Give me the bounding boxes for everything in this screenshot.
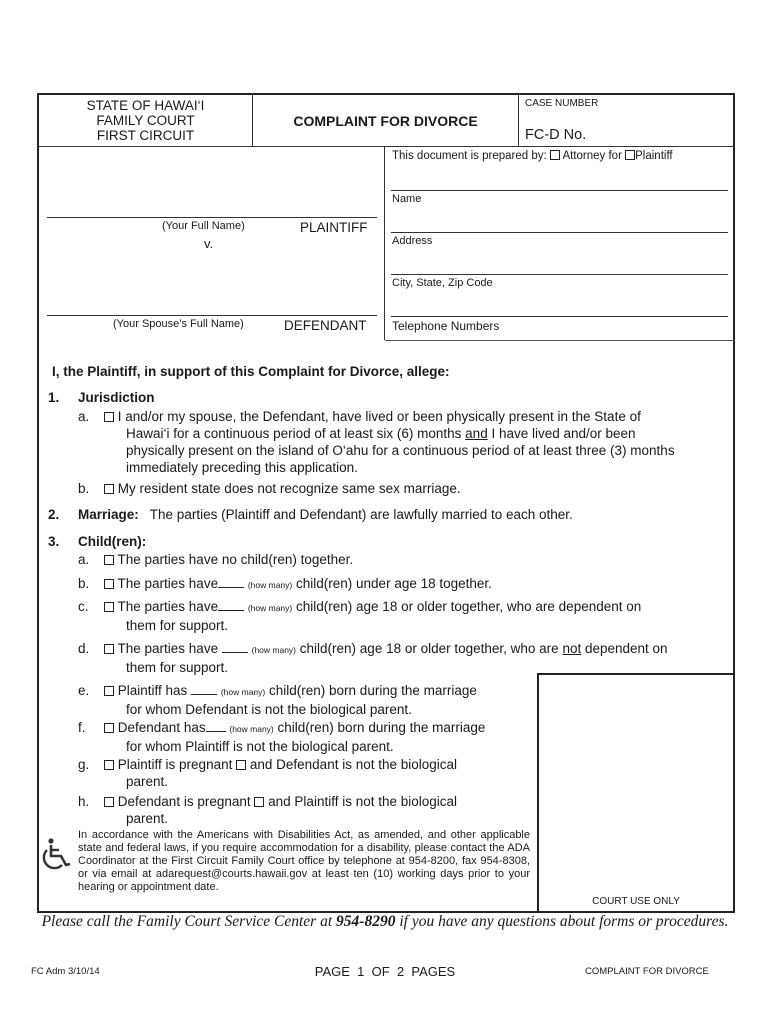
attorney-option-label: Attorney for bbox=[562, 150, 622, 162]
children-e-checkbox[interactable] bbox=[104, 686, 114, 696]
plaintiff-name-line[interactable] bbox=[47, 217, 377, 218]
item-text: The parties have no child(ren) together. bbox=[117, 552, 354, 567]
footer-doc-name: COMPLAINT FOR DIVORCE bbox=[585, 966, 709, 977]
children-b-checkbox[interactable] bbox=[104, 579, 114, 589]
defendant-role: DEFENDANT bbox=[284, 318, 367, 333]
attorney-checkbox[interactable] bbox=[550, 150, 560, 160]
children-c-count-field[interactable] bbox=[218, 600, 244, 611]
section-text: The parties (Plaintiff and Defendant) are lawfully married to each other. bbox=[149, 507, 573, 522]
court-use-box bbox=[537, 673, 735, 913]
telephone-label: Telephone Numbers bbox=[392, 319, 500, 333]
item-text-cont: Hawai‘i for a continuous period of at least six (6) months and I have lived and/or been bbox=[126, 426, 636, 441]
children-f: f. Defendant has (how many) child(ren) born during the marriage for whom Plaintiff is not the biological parent. bbox=[78, 720, 486, 754]
allege-intro: I, the Plaintiff, in support of this Complaint for Divorce, allege: bbox=[52, 364, 450, 379]
address-line[interactable] bbox=[391, 232, 728, 233]
children-e: e. Plaintiff has (how many) child(ren) born during the marriage for whom Defendant is not the biological parent. bbox=[78, 683, 477, 717]
jurisdiction-a bbox=[78, 408, 728, 476]
telephone-line[interactable] bbox=[391, 316, 728, 317]
children-c-checkbox[interactable] bbox=[104, 602, 114, 612]
children-d-checkbox[interactable] bbox=[104, 644, 114, 654]
court-family: FAMILY COURT bbox=[96, 113, 195, 128]
ada-notice: In accordance with the Americans with Disabilities Act, as amended, and other applicable state and federal laws, if you require accommodation for a disability, please contact the ADA Coordinator at the First Circuit Family Court office by telephone at 954-8200, fax 954-8308, or via email at adarequest@courts.hawaii.gov at least ten (10) working days prior to your hearing or appointment date. bbox=[78, 829, 530, 893]
section-number: 2. bbox=[48, 507, 60, 522]
jurisdiction-b-checkbox[interactable] bbox=[104, 484, 114, 494]
children-a: a. The parties have no child(ren) together. bbox=[78, 552, 354, 567]
section-title: Jurisdiction bbox=[78, 390, 155, 405]
versus-text: v. bbox=[204, 236, 214, 251]
children-f-count-field[interactable] bbox=[206, 721, 226, 732]
prepared-by bbox=[392, 150, 673, 162]
caption-divider bbox=[384, 147, 385, 340]
service-center-phone: 954-8290 bbox=[336, 913, 396, 930]
plaintiff-checkbox[interactable] bbox=[625, 150, 635, 160]
caption-right-border bbox=[733, 147, 735, 340]
children-h: h. Defendant is pregnant and Plaintiff is not the biological parent. bbox=[78, 794, 458, 826]
defendant-name-label: (Your Spouse’s Full Name) bbox=[113, 318, 244, 330]
item-letter: b. bbox=[78, 481, 90, 496]
children-b: b. The parties have (how many) child(ren) under age 18 together. bbox=[78, 576, 492, 591]
section-title: Marriage: bbox=[78, 507, 139, 522]
case-number-field[interactable]: FC-D No. bbox=[525, 127, 587, 143]
children-g-checkbox[interactable] bbox=[104, 760, 114, 770]
court-use-label: COURT USE ONLY bbox=[592, 896, 680, 907]
children-a-checkbox[interactable] bbox=[104, 555, 114, 565]
court-circuit: FIRST CIRCUIT bbox=[96, 128, 195, 143]
caption-bottom-line bbox=[385, 340, 735, 341]
jurisdiction-a-checkbox[interactable] bbox=[104, 412, 114, 422]
name-label: Name bbox=[392, 193, 422, 205]
city-line[interactable] bbox=[391, 274, 728, 275]
body-border-left bbox=[37, 340, 39, 913]
section-number: 3. bbox=[48, 534, 60, 549]
document-title: COMPLAINT FOR DIVORCE bbox=[293, 113, 478, 129]
case-number-label: CASE NUMBER bbox=[525, 98, 599, 109]
header-divider bbox=[518, 94, 519, 147]
prepared-by-label: This document is prepared by: bbox=[392, 150, 547, 162]
court-name bbox=[39, 98, 252, 143]
page-indicator: PAGE 1 OF 2 PAGES bbox=[314, 964, 456, 979]
children-d: d. The parties have (how many) child(ren) age 18 or older together, who are not dependent on them for support. bbox=[78, 641, 668, 675]
item-letter: a. bbox=[78, 409, 90, 424]
children-e-count-field[interactable] bbox=[191, 684, 217, 695]
section-title: Child(ren): bbox=[78, 534, 147, 549]
jurisdiction-b bbox=[78, 480, 461, 497]
plaintiff-option-label: Plaintiff bbox=[635, 150, 673, 162]
form-id: FC Adm 3/10/14 bbox=[31, 966, 100, 977]
children-h-bio-checkbox[interactable] bbox=[254, 797, 264, 807]
children-h-checkbox[interactable] bbox=[104, 797, 114, 807]
court-state: STATE OF HAWAI‘I bbox=[86, 98, 205, 113]
children-c: c. The parties have (how many) child(ren) age 18 or older together, who are dependent on them for support. bbox=[78, 599, 642, 633]
item-text-cont: immediately preceding this application. bbox=[126, 460, 358, 475]
item-text-cont: physically present on the island of O‘ahu for a continuous period of at least three (3) months bbox=[126, 443, 675, 458]
body-border-right bbox=[733, 340, 735, 673]
wheelchair-icon bbox=[38, 836, 74, 877]
children-f-checkbox[interactable] bbox=[104, 723, 114, 733]
name-line[interactable] bbox=[391, 190, 728, 191]
service-center-notice: Please call the Family Court Service Center at 954-8290 if you have any questions about forms or procedures. bbox=[41, 913, 729, 930]
plaintiff-name-label: (Your Full Name) bbox=[162, 220, 245, 232]
children-b-count-field[interactable] bbox=[218, 577, 244, 588]
city-label: City, State, Zip Code bbox=[392, 277, 493, 289]
children-g-bio-checkbox[interactable] bbox=[236, 760, 246, 770]
item-text: My resident state does not recognize same sex marriage. bbox=[117, 481, 461, 496]
address-label: Address bbox=[392, 235, 433, 247]
children-d-count-field[interactable] bbox=[222, 642, 248, 653]
section-number: 1. bbox=[48, 390, 60, 405]
plaintiff-role: PLAINTIFF bbox=[300, 220, 368, 235]
defendant-name-line[interactable] bbox=[47, 315, 377, 316]
children-g: g. Plaintiff is pregnant and Defendant is not the biological parent. bbox=[78, 757, 458, 789]
item-text: I and/or my spouse, the Defendant, have lived or been physically present in the State of bbox=[117, 409, 641, 424]
